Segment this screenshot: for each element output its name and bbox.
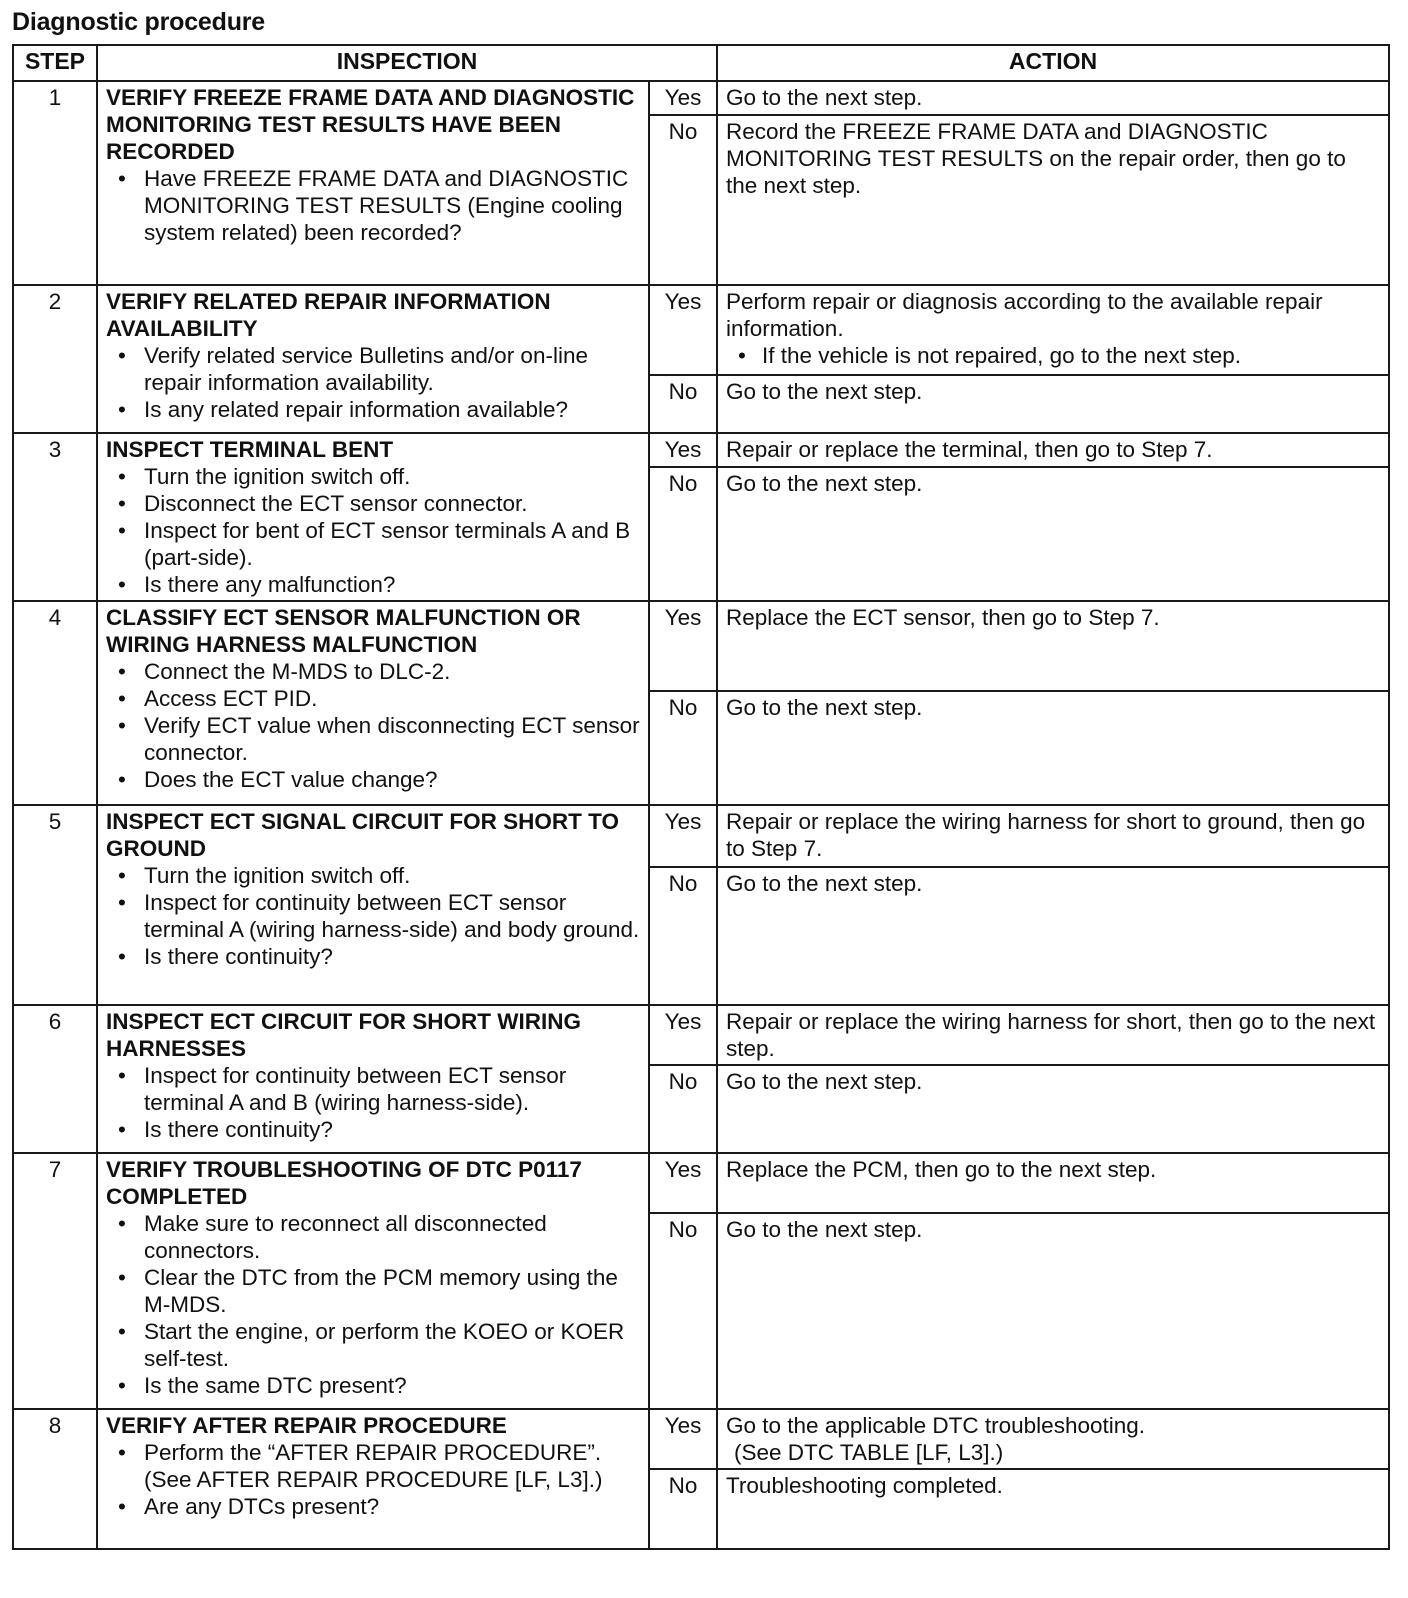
step-number: 3	[13, 433, 97, 601]
answer-yes: Yes	[649, 1005, 717, 1065]
answer-no: No	[649, 467, 717, 601]
inspection-bullets	[106, 1210, 640, 1399]
header-inspection: INSPECTION	[97, 45, 717, 81]
action-yes	[717, 433, 1389, 467]
table-row	[13, 1005, 1389, 1065]
action-yes-text: Repair or replace the wiring harness for short, then go to the next step.	[726, 1009, 1376, 1061]
step-number: 7	[13, 1153, 97, 1409]
inspection-bullet: • Is any related repair information available?	[106, 396, 640, 423]
step-number: 1	[13, 81, 97, 285]
inspection-bullet: • Connect the M-MDS to DLC-2.	[106, 658, 640, 685]
inspection-bullet: • Start the engine, or perform the KOEO or KOER self-test.	[106, 1318, 640, 1372]
answer-yes: Yes	[649, 433, 717, 467]
inspection-bullet: • Are any DTCs present?	[106, 1493, 640, 1520]
answer-no: No	[649, 375, 717, 433]
inspection-cell	[97, 1005, 649, 1153]
step-number: 5	[13, 805, 97, 1005]
answer-yes: Yes	[649, 1409, 717, 1469]
action-yes-text: Replace the PCM, then go to the next step.	[726, 1157, 1157, 1182]
header-action: ACTION	[717, 45, 1389, 81]
inspection-title: INSPECT ECT CIRCUIT FOR SHORT WIRING HARNESSES	[106, 1009, 581, 1061]
inspection-bullets	[106, 1439, 640, 1520]
inspection-cell	[97, 433, 649, 601]
inspection-bullet: • Make sure to reconnect all disconnected connectors.	[106, 1210, 640, 1264]
action-yes	[717, 1409, 1389, 1469]
inspection-bullet: • Have FREEZE FRAME DATA and DIAGNOSTIC MONITORING TEST RESULTS (Engine cooling system related) been recorded?	[106, 165, 640, 246]
action-yes	[717, 1005, 1389, 1065]
inspection-bullet: • Does the ECT value change?	[106, 766, 640, 793]
action-yes-note: • If the vehicle is not repaired, go to the next step.	[726, 342, 1380, 369]
action-yes	[717, 1153, 1389, 1213]
inspection-bullet: • Verify ECT value when disconnecting ECT sensor connector.	[106, 712, 640, 766]
inspection-bullet: • Disconnect the ECT sensor connector.	[106, 490, 640, 517]
table-body	[13, 81, 1389, 1549]
inspection-bullet: • Inspect for continuity between ECT sensor terminal A (wiring harness-side) and body ground.	[106, 889, 640, 943]
action-no: Troubleshooting completed.	[717, 1469, 1389, 1549]
inspection-bullet: • Turn the ignition switch off.	[106, 862, 640, 889]
inspection-bullet: • Is there continuity?	[106, 1116, 640, 1143]
inspection-cell	[97, 81, 649, 285]
action-yes	[717, 81, 1389, 115]
page-title: Diagnostic procedure	[12, 8, 265, 36]
action-no: Record the FREEZE FRAME DATA and DIAGNOSTIC MONITORING TEST RESULTS on the repair order, then go to the next step.	[717, 115, 1389, 285]
inspection-title: INSPECT TERMINAL BENT	[106, 437, 394, 462]
inspection-cell	[97, 1409, 649, 1549]
inspection-bullet: • Access ECT PID.	[106, 685, 640, 712]
action-yes-reference: (See DTC TABLE [LF, L3].)	[734, 1440, 1004, 1465]
step-number: 4	[13, 601, 97, 805]
inspection-bullets	[106, 463, 640, 598]
action-yes-text: Repair or replace the wiring harness for short to ground, then go to Step 7.	[726, 809, 1366, 861]
inspection-bullet: • Inspect for continuity between ECT sensor terminal A and B (wiring harness-side).	[106, 1062, 640, 1116]
inspection-bullet: • Is there continuity?	[106, 943, 640, 970]
inspection-title: VERIFY AFTER REPAIR PROCEDURE	[106, 1413, 507, 1438]
inspection-bullet: • Perform the “AFTER REPAIR PROCEDURE”. (See AFTER REPAIR PROCEDURE [LF, L3].)	[106, 1439, 640, 1493]
inspection-bullets	[106, 658, 640, 793]
action-yes-text: Go to the next step.	[726, 85, 923, 110]
table-row	[13, 285, 1389, 375]
answer-no: No	[649, 1065, 717, 1153]
answer-no: No	[649, 691, 717, 805]
answer-yes: Yes	[649, 81, 717, 115]
inspection-bullet: • Verify related service Bulletins and/or on-line repair information availability.	[106, 342, 640, 396]
inspection-bullets	[106, 342, 640, 423]
inspection-bullet: • Turn the ignition switch off.	[106, 463, 640, 490]
inspection-title: INSPECT ECT SIGNAL CIRCUIT FOR SHORT TO GROUND	[106, 809, 619, 861]
inspection-cell	[97, 1153, 649, 1409]
step-number: 8	[13, 1409, 97, 1549]
answer-yes: Yes	[649, 601, 717, 691]
answer-no: No	[649, 1469, 717, 1549]
inspection-bullet: • Is there any malfunction?	[106, 571, 640, 598]
answer-no: No	[649, 115, 717, 285]
table-row	[13, 433, 1389, 467]
action-yes	[717, 601, 1389, 691]
inspection-title: CLASSIFY ECT SENSOR MALFUNCTION OR WIRING HARNESS MALFUNCTION	[106, 605, 581, 657]
action-no: Go to the next step.	[717, 1065, 1389, 1153]
action-no: Go to the next step.	[717, 1213, 1389, 1409]
table-header-row	[13, 45, 1389, 81]
action-yes-text: Go to the applicable DTC troubleshooting.	[726, 1413, 1146, 1438]
table-row	[13, 1153, 1389, 1213]
action-yes-text: Repair or replace the terminal, then go to Step 7.	[726, 437, 1213, 462]
action-no: Go to the next step.	[717, 467, 1389, 601]
inspection-title: VERIFY FREEZE FRAME DATA AND DIAGNOSTIC MONITORING TEST RESULTS HAVE BEEN RECORDED	[106, 85, 635, 164]
inspection-bullets	[106, 165, 640, 246]
action-yes	[717, 285, 1389, 375]
answer-yes: Yes	[649, 1153, 717, 1213]
inspection-title: VERIFY TROUBLESHOOTING OF DTC P0117 COMPLETED	[106, 1157, 582, 1209]
inspection-cell	[97, 285, 649, 433]
answer-yes: Yes	[649, 285, 717, 375]
action-no: Go to the next step.	[717, 375, 1389, 433]
step-number: 6	[13, 1005, 97, 1153]
table-row	[13, 1409, 1389, 1469]
header-step: STEP	[13, 45, 97, 81]
inspection-cell	[97, 805, 649, 1005]
step-number: 2	[13, 285, 97, 433]
action-yes-text: Replace the ECT sensor, then go to Step 7.	[726, 605, 1160, 630]
action-no: Go to the next step.	[717, 867, 1389, 1005]
table-row	[13, 81, 1389, 115]
inspection-bullet: • Inspect for bent of ECT sensor terminals A and B (part-side).	[106, 517, 640, 571]
inspection-bullet: • Clear the DTC from the PCM memory using the M-MDS.	[106, 1264, 640, 1318]
action-yes-text: Perform repair or diagnosis according to the available repair information.	[726, 289, 1323, 341]
inspection-bullets	[106, 1062, 640, 1143]
table-row	[13, 601, 1389, 691]
answer-no: No	[649, 1213, 717, 1409]
answer-yes: Yes	[649, 805, 717, 867]
inspection-bullets	[106, 862, 640, 970]
inspection-cell	[97, 601, 649, 805]
diagnostic-table	[12, 44, 1390, 1550]
inspection-bullet: • Is the same DTC present?	[106, 1372, 640, 1399]
action-yes	[717, 805, 1389, 867]
answer-no: No	[649, 867, 717, 1005]
action-no: Go to the next step.	[717, 691, 1389, 805]
table-row	[13, 805, 1389, 867]
inspection-title: VERIFY RELATED REPAIR INFORMATION AVAILABILITY	[106, 289, 551, 341]
